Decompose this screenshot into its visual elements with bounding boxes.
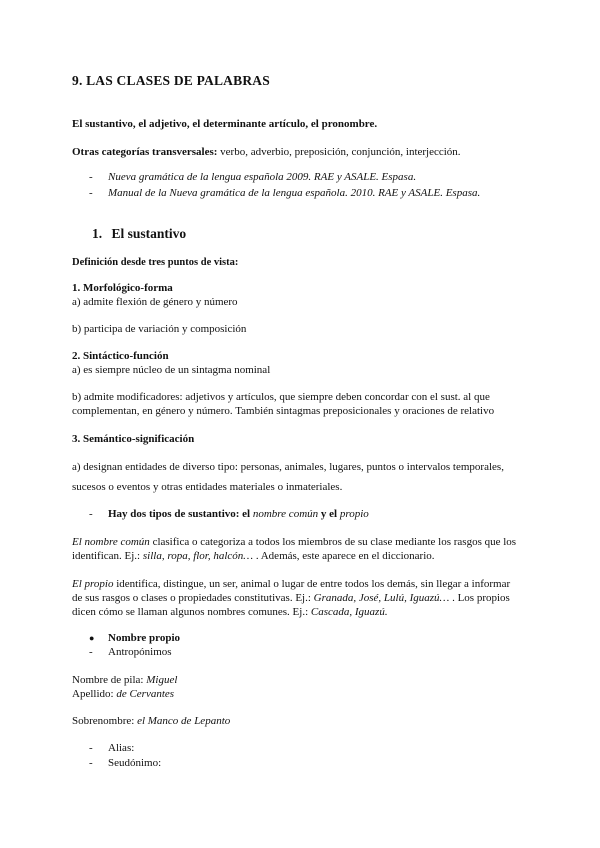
seudonimo-dash: - — [89, 757, 93, 769]
comun-desc: clasifica o categoriza a todos los miembros de su clase mediante los rasgos que los — [149, 536, 517, 548]
bullet-dot-icon: ● — [89, 633, 95, 643]
semantico-heading: 3. Semántico-significación — [72, 433, 195, 445]
otras-categorias-line — [72, 145, 461, 159]
pila-label: Nombre de pila: — [72, 674, 147, 686]
definition-heading: Definición desde tres puntos de vista: — [72, 257, 239, 268]
sobre-value: el Manco de Lepanto — [137, 715, 231, 727]
section-title: El sustantivo — [111, 226, 187, 241]
comun-examples: silla, ropa, flor, halcón… — [142, 550, 254, 562]
pila-value: Miguel — [146, 674, 178, 686]
tipos-bold: Hay dos tipos de sustantivo: el — [108, 508, 253, 520]
sintactico-a: a) es siempre núcleo de un sintagma nominal — [72, 364, 271, 376]
tipos-propio: propio — [339, 508, 369, 520]
intro-heading: El sustantivo, el adjetivo, el determinante artículo, el pronombre. — [72, 118, 378, 130]
reference-2: Manual de la Nueva gramática de la lengua española. 2010. RAE y ASALE. Espasa. — [108, 187, 481, 199]
morfologico-b: b) participa de variación y composición — [72, 323, 247, 335]
tipos-comun: nombre común — [252, 508, 319, 520]
sintactico-b-line1: b) admite modificadores: adjetivos y artículos, que siempre deben concordar con el sust. al que — [72, 391, 490, 403]
propio-desc: identifica, distingue, un ser, animal o lugar de entre todos los demás, sin llegar a informar — [113, 578, 511, 590]
antroponimos-label: Antropónimos — [108, 646, 172, 658]
propio-desc-2: dicen cómo se llaman algunos nombres comunes. Ej.: — [72, 606, 311, 618]
section-heading — [92, 227, 186, 241]
apellido-value: de Cervantes — [116, 688, 175, 700]
sobre-label: Sobrenombre: — [72, 715, 138, 727]
propio-ej-label: de sus rasgos o clases o propiedades constitutivas. Ej.: — [72, 592, 314, 604]
ref-dash-1: - — [89, 171, 93, 183]
reference-1: Nueva gramática de la lengua española 2009. RAE y ASALE. Espasa. — [108, 171, 417, 183]
propio-examples: Granada, José, Lulú, Iguazú… — [313, 592, 450, 604]
ref-dash-2: - — [89, 187, 93, 199]
propio-line1 — [72, 577, 510, 591]
sintactico-b-line2: complementan, en género y número. También sintagmas preposicionales y oraciones de relativo — [72, 405, 495, 417]
morfologico-a: a) admite flexión de género y número — [72, 296, 238, 308]
comun-note: . Además, este aparece en el diccionario. — [253, 550, 435, 562]
apellido-label: Apellido: — [72, 688, 117, 700]
propio-term: El propio — [72, 578, 114, 590]
antro-dash: - — [89, 646, 93, 658]
nombre-pila-line — [72, 673, 177, 687]
comun-ej-label: identifican. Ej.: — [72, 550, 143, 562]
propio-line3 — [72, 605, 388, 619]
semantico-a-line2: sucesos o eventos y otras entidades materiales o inmateriales. — [72, 481, 343, 493]
comun-line2 — [72, 549, 435, 563]
section-number: 1. — [92, 226, 103, 241]
sobrenombre-line — [72, 714, 230, 728]
morfologico-heading: 1. Morfológico-forma — [72, 282, 173, 294]
sintactico-heading: 2. Sintáctico-función — [72, 350, 169, 362]
tipos-y: y el — [318, 508, 340, 520]
apellido-line — [72, 687, 174, 701]
alias-dash: - — [89, 742, 93, 754]
otras-label: Otras categorías transversales: — [72, 146, 218, 158]
propio-note: . Los propios — [449, 592, 510, 604]
propio-examples-2: Cascada, Iguazú. — [310, 606, 388, 618]
comun-line1 — [72, 535, 516, 549]
semantico-a-line1: a) designan entidades de diverso tipo: personas, animales, lugares, puntos o intervalos temporales, — [72, 461, 504, 473]
tipos-dash: - — [89, 508, 93, 520]
seudonimo-label: Seudónimo: — [108, 757, 162, 769]
nombre-propio-label: Nombre propio — [108, 632, 181, 644]
otras-text: verbo, adverbio, preposición, conjunción, interjección. — [217, 146, 461, 158]
document-title: 9. LAS CLASES DE PALABRAS — [72, 73, 270, 88]
propio-line2 — [72, 591, 510, 605]
comun-term: El nombre común — [72, 536, 150, 548]
alias-label: Alias: — [108, 742, 135, 754]
tipos-line — [108, 507, 369, 521]
